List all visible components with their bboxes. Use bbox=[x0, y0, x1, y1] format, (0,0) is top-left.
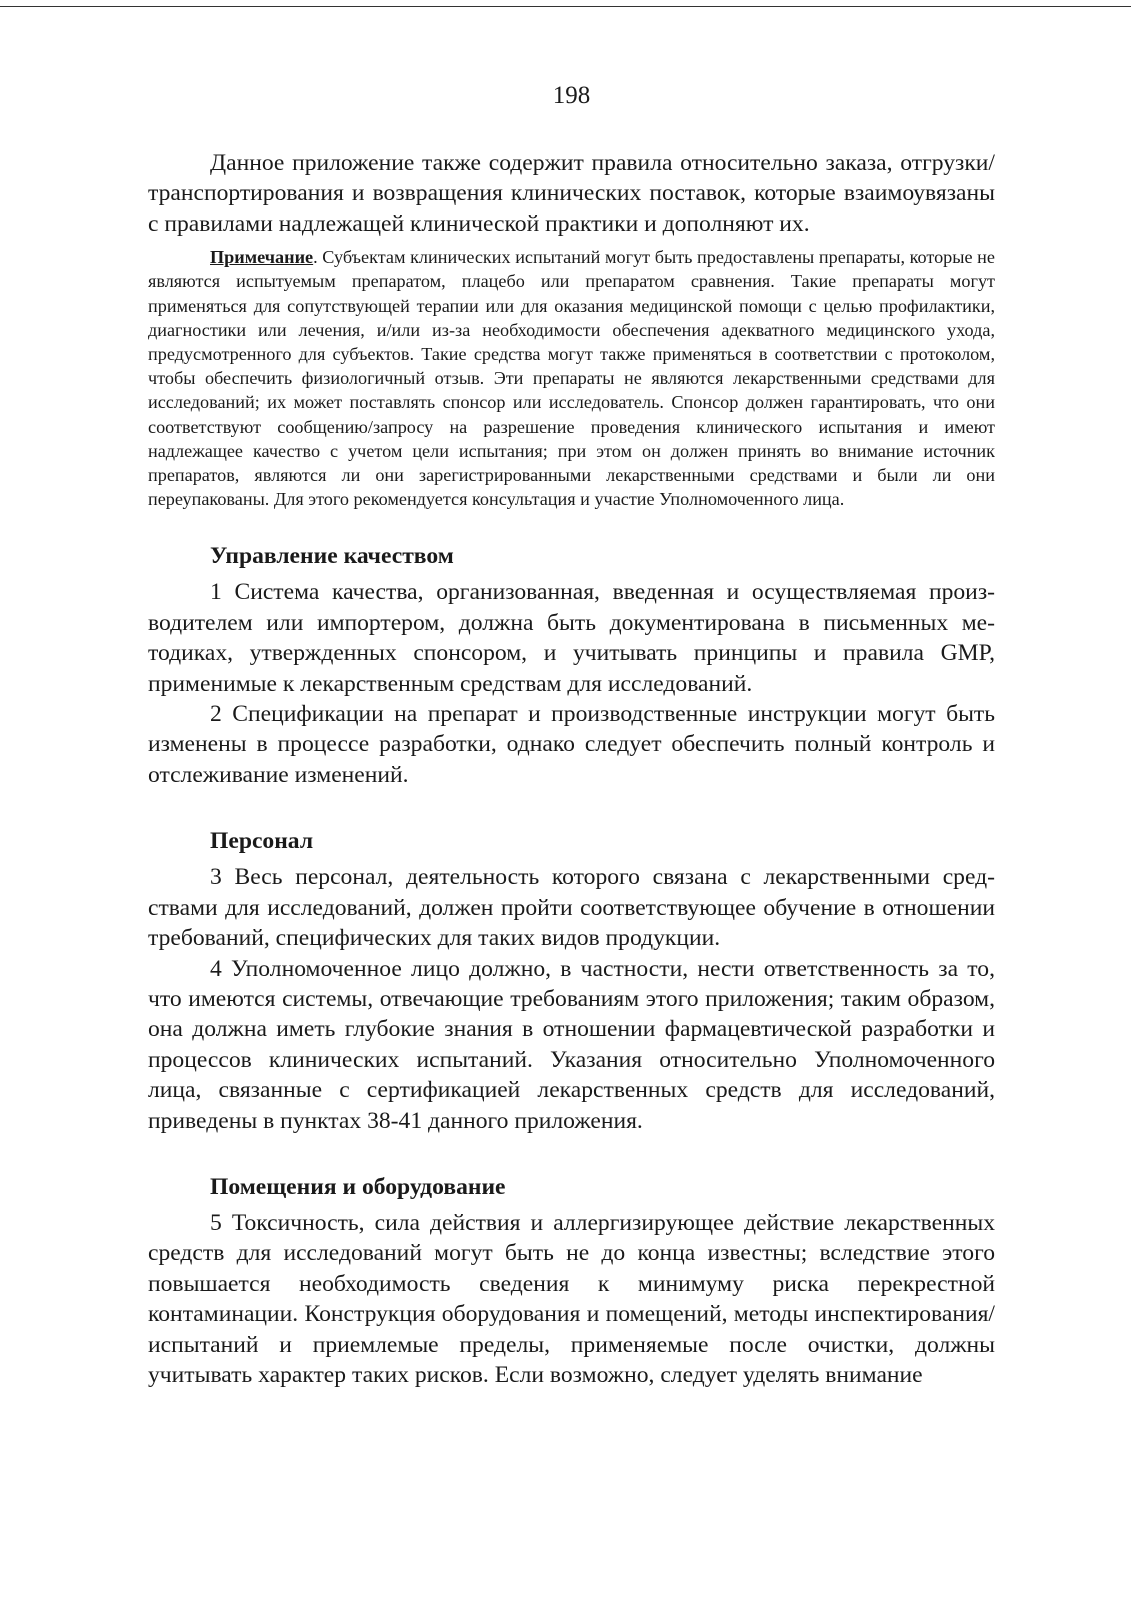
top-border-line bbox=[0, 6, 1131, 7]
note-text: . Субъектам клинических испытаний могут быть предоставлены препараты, которые не являются испытуемым препаратом, плацебо или препаратом сравнения. Такие препараты могут применяться для сопутствующей терапии или для оказания медицинской помощи с целью профилактики, диагностики или лечения, и/или из-за необходимости обеспечения адекватного медицинского ухода, предусмотренного для субъектов. Такие средства могут также применяться в соответствии с протоколом, чтобы обеспечить физиологичный отзыв. Эти препараты не являются лекарственными средствами для исследований; их может поставлять спонсор или исследователь. Спонсор должен гарантировать, что они соответствуют сообщению/запросу на разрешение проведения клинического испытания и имеют надлежащее качество с учетом цели испытания; при этом он должен принять во внимание источник препаратов, являются ли они зарегистрированными лекарственными средствами и были ли они переупакованы. Для этого рекомендуется консультация и участие Уполномоченного лица. bbox=[148, 247, 995, 510]
paragraph-2: 2 Спецификации на препарат и производственные инструкции могут быть изменены в процессе разработки, однако следует обеспечить полный контроль и отслеживание изменений. bbox=[148, 701, 995, 788]
intro-paragraph: Данное приложение также содержит правила относительно заказа, отгрузки/транспортирования и возвращения клинических поставок, которые взаимоувязаны с правилами надлежащей клинической практики и дополняют их. bbox=[148, 150, 995, 237]
section-heading-quality: Управление качеством bbox=[210, 543, 454, 570]
paragraph-3: 3 Весь персонал, деятельность которого связана с лекарственными средствами для исследований, должен пройти соответствующее обучение в отношении требований, специфических для таких видов продукции. bbox=[148, 864, 995, 952]
note-paragraph bbox=[148, 245, 995, 511]
paragraph-1: 1 Система качества, организованная, введенная и осуществляемая производителем или импортером, должна быть документирована в письменных методиках, утвержденных спонсором, и учитывать принципы и правила GMP, применимые к лекарственным средствам для исследований. bbox=[148, 579, 995, 697]
note-label: Примечание bbox=[210, 247, 314, 268]
document-page bbox=[148, 80, 995, 1390]
section-heading-personnel: Персонал bbox=[210, 828, 314, 855]
section-heading-premises: Помещения и оборудование bbox=[210, 1173, 506, 1200]
page-number: 198 bbox=[552, 82, 591, 109]
paragraph-4: 4 Уполномоченное лицо должно, в частности, нести ответственность за то, что имеются системы, отвечающие требованиям этого приложения; таким образом, она должна иметь глубокие знания в отношении фармацевтической разработки и процессов клинических испытаний. Указания относительно Уполномоченного лица, связанные с сертификацией лекарственных средств для исследований, приведены в пунктах 38-41 данного приложения. bbox=[148, 955, 995, 1134]
paragraph-5: 5 Токсичность, сила действия и аллергизирующее действие лекарственных средств для исследований могут быть не до конца известны; вследствие этого повышается необходимость сведения к минимуму риска перекрестной контаминации. Конструкция оборудования и помещений, методы инспектирования/испытаний и приемлемые пределы, применяемые после очистки, должны учитывать характер таких рисков. Если возможно, следует уделять внимание bbox=[148, 1209, 995, 1388]
